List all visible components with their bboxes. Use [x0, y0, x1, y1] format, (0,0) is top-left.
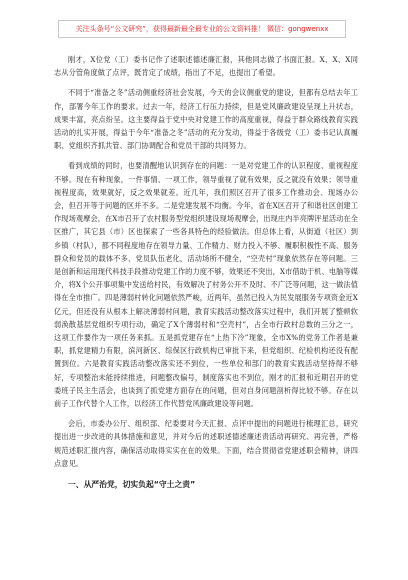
paragraph-3: 看到成绩的同时，也要清醒地认识到存在的问题：一是对党建工作的认识程度、重视程度不够。现在有种现象，一件事情、一项工作，领导重视了就有效果，反之就没有效果；领导重视程度高，效果就好，反之效果就差。近几年，我们照区召开了很多工作推动会、现场办公会，但召开等于问题的区并不多。二是党建发展不均衡。今年，省在X区召开了和谐社区创建工作现场观摩会，在X市召开了农村服务型党组织建设现场观摩会，出现庄内半亮牌评星活动在全区推广，其它县（市）区也探索了一些各具特色的经验做法。但总体上看，从街道（社区）到乡镇（村队），都不同程度地存在领导力量、工作精力、财力投入不够、履职积极性不高、服务群众和党员的载体不多、党员队伍老化，活动场所不健全，“空壳村”现象依然存在等问题。三是创新和运用现代科技手段推动党建工作的力度不够，效果还不突出，X市借助于机、电脑等媒介，将X个公开事项集中发送给村民，有效解决了村务公开不及时、不广泛等问题，这一做法值得在全市推广。四是薄弱村转化问题依然严峻，近两年，虽然已投入为民发展服务专项资金近X亿元，但还没有从根本上解决薄弱村问题，教育实践活动整改落实过程中，我们开展了整顿软弱涣散基层党组织专项行动，确定了X个薄弱村和“空壳村”，占全市行政村总数的三分之一，这项工作要作为一项任务来抓。五是抓党建存在“上热下冷”现象，全市X%的党务工作者是兼职，抓党建精力有限，滨河新区、综保区行政机构已审批下来，但党组织、纪检机构还没有配置到位。六是教育实践活动整改落实还不到位，一些单位和部门的教育实践活动坚持得不够好，专项整治未能持续推进，问题整改偏号，制度落实也不到位，刚才的汇报和近期召开的党委班子民主生活会，也谈到了抓党建方面存在的问题，但对自身问题剖析得比较不够。存在以前子工作代替个人工作，以经济工作代替党风廉政建设等问题。 [54, 161, 359, 409]
section-heading: 一、从严治党，切实负起“守土之责” [68, 480, 196, 490]
paragraph-2: 不同于“准备之冬”活动侧重经济社会发展，今天的会议侧重党的建设，但都有总结去年工作，部署今年工作的要求。过去一年，经济工行压力持续，但是党风廉政建设呈现上升状态，成果丰富，亮点纷呈。这主要得益于党中央对党建工作的高度重视，得益于群众路线教育实践活动的扎实开展，得益于今年“准备之冬”活动的充分发动，得益于各级党（工）委书记认真履职、党组织齐抓共管、部门协调配合和党员干部的共同努力。 [54, 88, 358, 151]
paragraph-4: 会后，市委办公厅、组织部、纪委要对今天汇报、点评中提出的问题进行梳理汇总，研究提出进一步改进的具体措施和意见，并对今后的述职述德述廉述责活动再研究、再完善，严格规范述职汇报内容，确保活动取得实实在在的效果。下面，结合贯彻省党建述职会精神，讲四点意见。 [54, 419, 358, 468]
document-body [54, 53, 358, 492]
promo-banner: 关注头条号“公文研究”，获得最新最全最专业的公文资料推！ 微信：gongwenxx [58, 20, 346, 38]
paragraph-1: 刚才，X位党（工）委书记作了述职述德述廉汇报，其他同志做了书面汇报。X、X、X同志从分管角度做了点评，既肯定了成绩，指出了不足，也提出了希望。 [54, 55, 358, 78]
